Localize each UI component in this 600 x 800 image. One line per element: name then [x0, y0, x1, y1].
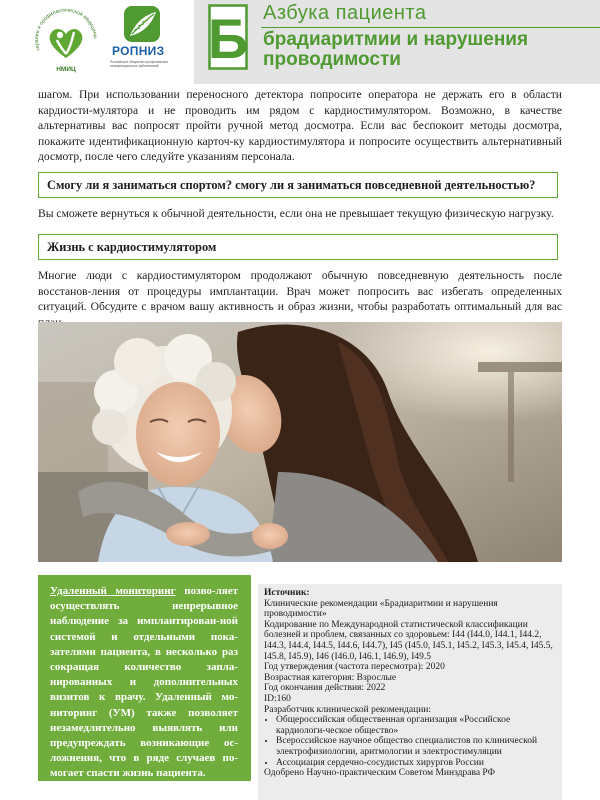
- nmic-arc-text: терапии и профилактической медицины: [33, 7, 99, 52]
- remote-monitoring-link[interactable]: Удаленный мониторинг: [50, 585, 176, 597]
- sources-heading: Источник:: [264, 588, 310, 598]
- sources-year-end: Год окончания действия: 2022: [264, 683, 386, 694]
- sources-icd-coding: Кодирование по Международной статистической классификации болезней и проблем, связанных со здоровьем: I44 (I44.0, I44.1, I44.2, I44.3, I44.4, I44.5, I44.6, I44.7), I45 (I45.0, I45.1, I45.2, I45.3, I45.4, I45.5, I45.8, I45.9), I46 (I46.0, I46.1, I46.9), I49.5: [264, 619, 553, 662]
- sources-guidelines: Клинические рекомендации «Брадиаритмии и нарушения проводимости»: [264, 598, 498, 620]
- sources-year-approved: Год утверждения (частота пересмотра): 2020: [264, 662, 445, 673]
- sources-id: ID:160: [264, 693, 291, 704]
- remote-monitoring-text: позво-ляет осуществлять непрерывное наблюдение за имплантирован-ной системой и отдельными пока-зателями пациента, в несколько раз сокращая количество запла-нированных и дополнительных визитов к врачу. Удаленный мо-ниторинг (УМ) также позволяет незамедлительно выявлять или предупреждать возникающие ос-ложнения, что в ряде случаев по-могает спасти жизнь пациента.: [50, 585, 238, 780]
- banner-title: Азбука пациента: [263, 2, 427, 24]
- sport-answer: Вы сможете вернуться к обычной деятельности, если она не превышает текущую физическую нагрузку.: [38, 207, 554, 220]
- azbuka-letter-icon: [208, 4, 248, 70]
- sources-approved: Одобрено Научно-практическим Советом Минздрава РФ: [264, 768, 496, 779]
- developers-list: [264, 715, 560, 768]
- banner-divider: [261, 27, 600, 28]
- page-header: [0, 0, 600, 86]
- azbuka-letter: Б: [208, 7, 248, 70]
- mother-daughter-photo: [38, 322, 562, 562]
- ropniz-subtitle: Российское общество профилактики неинфекционных заболеваний: [110, 60, 168, 68]
- developer-item: • Ассоциация сердечно-сосудистых хирургов России: [276, 758, 560, 769]
- life-with-pacemaker-text: Многие люди с кардиостимулятором продолжают обычную повседневную деятельность после восстанов-ления от процедуры имплантации. Врач может попросить вас избегать определенных ситуаций. Обсудите с врачом вашу активность и образ жизни, чтобы разработать оптимальный для вас: [38, 269, 562, 314]
- life-with-pacemaker-heading: Жизнь с кардиостимулятором: [38, 234, 558, 260]
- sources-panel: [258, 584, 562, 800]
- remote-monitoring-box: [38, 575, 251, 781]
- ropniz-name: РОПНИЗ: [112, 44, 165, 58]
- developer-item: • Общероссийская общественная организация «Российское кардиологи-ческое общество»: [276, 715, 560, 736]
- developer-item: • Всероссийское научное общество специалистов по клинической электрофизиологии, аритмологии и электростимуляции: [276, 736, 560, 757]
- nmic-label: НМИЦ: [56, 66, 76, 73]
- sources-developer-label: Разработчик клинической рекомендации:: [264, 704, 432, 715]
- sport-question-heading: Смогу ли я заниматься спортом? смогу ли я заниматься повседневной деятельностью?: [38, 172, 558, 198]
- banner-subtitle: брадиаритмии и нарушения проводимости: [263, 29, 529, 70]
- sources-age-category: Возрастная категория: Взрослые: [264, 672, 397, 683]
- intro-paragraph: шагом. При использовании переносного детектора попросите оператора не держать его в области кардиости-мулятора и не проводить им рядом с кардиостимулятором. Возможно, в качестве альтернативы вас попросят пройти ручной метод досмотра. Если вас беспокоит методы досмотра, покажите идентификационную карточ-ку кардиостимулятора и попросите осуществить альтернативный досмотр, после чего следуйте указаниям персонала.: [38, 88, 562, 164]
- nmic-logo: [30, 4, 102, 76]
